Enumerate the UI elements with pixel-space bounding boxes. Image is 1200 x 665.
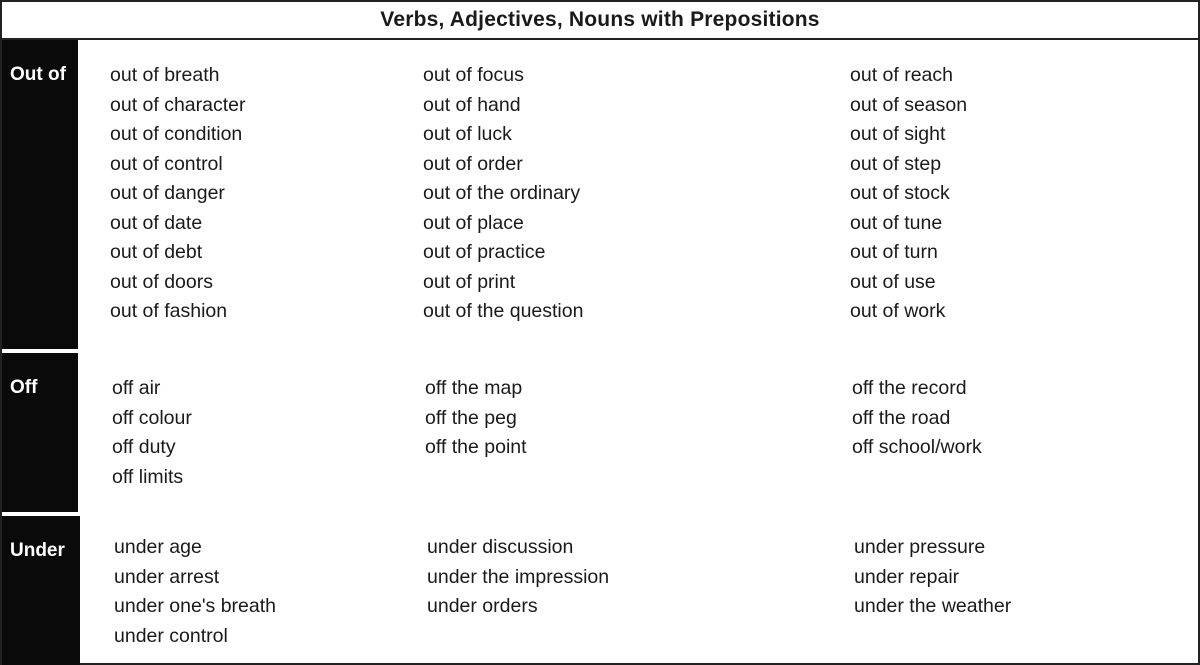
list-item: off duty	[112, 436, 176, 458]
list-item: off air	[112, 377, 161, 399]
list-item: off the map	[425, 377, 523, 399]
list-item: out of reach	[850, 64, 953, 86]
column-3	[854, 533, 1011, 622]
list-item: out of fashion	[110, 300, 228, 322]
list-item: out of place	[423, 211, 524, 234]
column-1	[114, 533, 276, 651]
list-item: out of stock	[850, 182, 950, 204]
section-label-out-of	[2, 40, 78, 349]
list-item: out of sight	[850, 123, 946, 145]
list-item: out of step	[850, 152, 942, 175]
list-item: out of debt	[110, 241, 203, 263]
list-item: out of doors	[110, 270, 213, 293]
list-item: off the peg	[425, 406, 517, 429]
list-item: out of order	[423, 152, 523, 175]
list-item: under control	[114, 624, 228, 647]
list-item: out of use	[850, 270, 936, 293]
list-item: out of danger	[110, 182, 225, 204]
list-item: under arrest	[114, 565, 220, 588]
column-1	[112, 374, 192, 492]
list-item: out of character	[110, 93, 246, 116]
list-item: under one's breath	[114, 595, 277, 617]
list-item: under the impression	[427, 565, 610, 588]
section-label-text: Under	[10, 540, 65, 561]
list-item: off the record	[852, 377, 967, 399]
list-item: out of the question	[423, 300, 584, 322]
list-item: under age	[114, 536, 202, 558]
list-item: off the road	[852, 406, 951, 429]
section-label-text: Off	[10, 377, 38, 398]
list-item: out of hand	[423, 93, 521, 116]
list-item: out of work	[850, 300, 946, 322]
section-under	[2, 516, 1198, 665]
section-out-of	[2, 40, 1198, 349]
section-off	[2, 353, 1198, 512]
page-title: Verbs, Adjectives, Nouns with Prepositions	[380, 8, 820, 31]
section-label-under	[2, 516, 80, 665]
column-1	[110, 61, 246, 327]
list-item: out of practice	[423, 241, 546, 263]
section-label-text: Out of	[10, 64, 66, 85]
list-item: out of condition	[110, 123, 243, 145]
list-item: under pressure	[854, 536, 986, 558]
list-item: under the weather	[854, 595, 1012, 617]
list-item: out of breath	[110, 64, 220, 86]
list-item: under discussion	[427, 536, 574, 558]
list-item: out of the ordinary	[423, 182, 581, 204]
column-2	[425, 374, 527, 463]
list-item: off colour	[112, 406, 192, 429]
list-item: out of date	[110, 211, 203, 234]
list-item: off school/work	[852, 436, 982, 458]
list-item: out of season	[850, 93, 968, 116]
title-bar	[2, 2, 1198, 40]
list-item: under repair	[854, 565, 960, 588]
list-item: out of turn	[850, 241, 938, 263]
list-item: out of print	[423, 270, 516, 293]
list-item: out of control	[110, 152, 223, 175]
list-item: out of luck	[423, 123, 512, 145]
section-label-off	[2, 353, 78, 512]
list-item: under orders	[427, 595, 538, 617]
list-item: off limits	[112, 465, 184, 488]
list-item: out of focus	[423, 64, 524, 86]
column-2	[427, 533, 609, 622]
column-2	[423, 61, 583, 327]
list-item: off the point	[425, 436, 527, 458]
column-3	[850, 61, 967, 327]
column-3	[852, 374, 982, 463]
list-item: out of tune	[850, 211, 943, 234]
